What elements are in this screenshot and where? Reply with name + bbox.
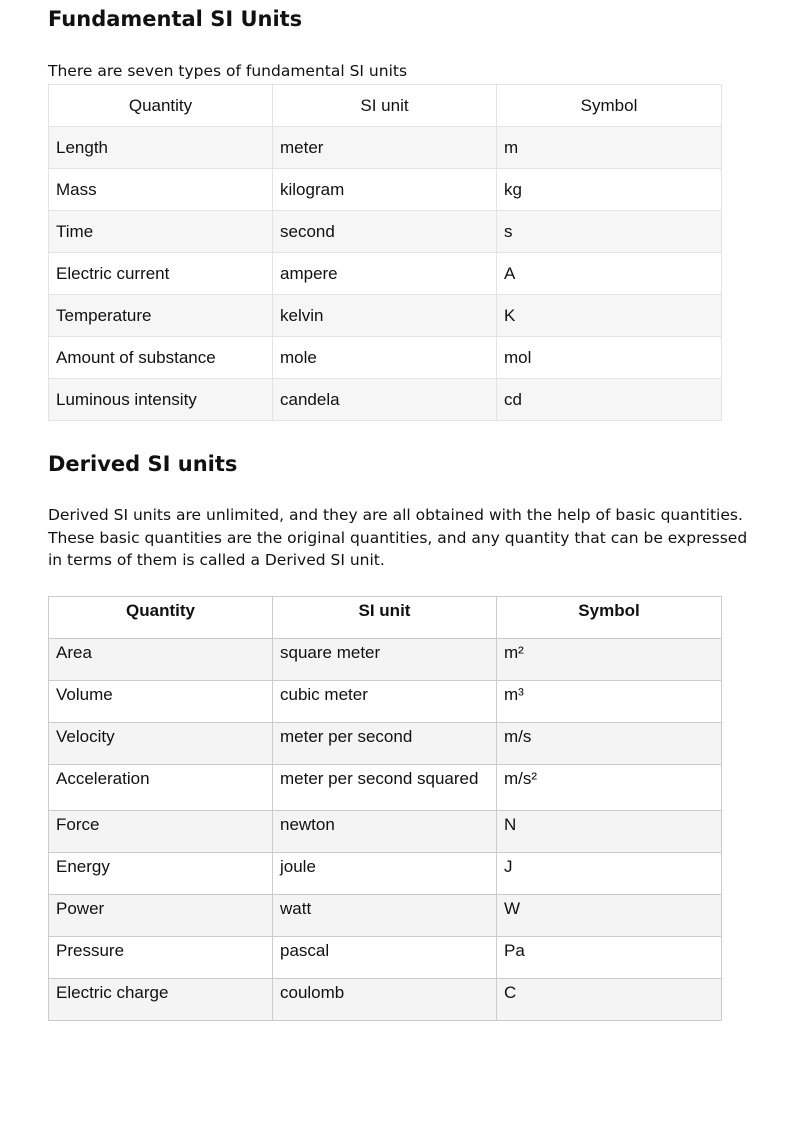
symbol-cell: A	[497, 253, 722, 295]
si-unit-cell: joule	[273, 853, 497, 895]
quantity-cell: Length	[49, 127, 273, 169]
column-header-symbol: Symbol	[497, 597, 722, 639]
derived-units-paragraph: Derived SI units are unlimited, and they are all obtained with the help of basic quantities. These basic quantities are the original quantities, and any quantity that can be expressed in terms of them is called a Derived SI unit.	[48, 506, 748, 569]
fundamental-units-caption: There are seven types of fundamental SI units	[48, 62, 408, 80]
table-row	[49, 937, 722, 979]
table-row	[49, 639, 722, 681]
symbol-cell: N	[497, 811, 722, 853]
si-unit-cell: ampere	[273, 253, 497, 295]
si-unit-cell: meter per second	[273, 723, 497, 765]
quantity-cell: Amount of substance	[49, 337, 273, 379]
si-unit-cell: kilogram	[273, 169, 497, 211]
si-unit-cell: newton	[273, 811, 497, 853]
quantity-cell: Mass	[49, 169, 273, 211]
derived-units-table	[48, 596, 722, 1021]
table-header-row	[49, 597, 722, 639]
si-unit-cell: second	[273, 211, 497, 253]
table-row	[49, 895, 722, 937]
column-header-quantity: Quantity	[49, 85, 273, 127]
column-header-quantity: Quantity	[49, 597, 273, 639]
fundamental-units-table	[48, 84, 722, 421]
fundamental-units-heading: Fundamental SI Units	[48, 7, 303, 31]
table-row	[49, 681, 722, 723]
symbol-cell: mol	[497, 337, 722, 379]
table-row	[49, 723, 722, 765]
si-unit-cell: meter	[273, 127, 497, 169]
table-header-row	[49, 85, 722, 127]
quantity-cell: Time	[49, 211, 273, 253]
table-row	[49, 853, 722, 895]
si-unit-cell: candela	[273, 379, 497, 421]
symbol-cell: m/s	[497, 723, 722, 765]
symbol-cell: Pa	[497, 937, 722, 979]
symbol-cell: cd	[497, 379, 722, 421]
si-unit-cell: pascal	[273, 937, 497, 979]
quantity-cell: Temperature	[49, 295, 273, 337]
column-header-symbol: Symbol	[497, 85, 722, 127]
symbol-cell: kg	[497, 169, 722, 211]
symbol-cell: s	[497, 211, 722, 253]
table-row	[49, 127, 722, 169]
quantity-cell: Velocity	[49, 723, 273, 765]
column-header-si-unit: SI unit	[273, 85, 497, 127]
symbol-cell: W	[497, 895, 722, 937]
symbol-cell: m³	[497, 681, 722, 723]
symbol-cell: m	[497, 127, 722, 169]
quantity-cell: Acceleration	[49, 765, 273, 811]
si-unit-cell: mole	[273, 337, 497, 379]
quantity-cell: Volume	[49, 681, 273, 723]
table-row	[49, 295, 722, 337]
quantity-cell: Pressure	[49, 937, 273, 979]
quantity-cell: Force	[49, 811, 273, 853]
si-unit-cell: watt	[273, 895, 497, 937]
quantity-cell: Energy	[49, 853, 273, 895]
si-unit-cell: coulomb	[273, 979, 497, 1021]
column-header-si-unit: SI unit	[273, 597, 497, 639]
table-row	[49, 169, 722, 211]
symbol-cell: K	[497, 295, 722, 337]
table-row	[49, 337, 722, 379]
derived-units-heading: Derived SI units	[48, 452, 238, 476]
symbol-cell: C	[497, 979, 722, 1021]
symbol-cell: J	[497, 853, 722, 895]
table-row	[49, 765, 722, 811]
si-unit-cell: cubic meter	[273, 681, 497, 723]
table-row	[49, 253, 722, 295]
quantity-cell: Electric current	[49, 253, 273, 295]
quantity-cell: Electric charge	[49, 979, 273, 1021]
table-row	[49, 211, 722, 253]
quantity-cell: Power	[49, 895, 273, 937]
si-unit-cell: square meter	[273, 639, 497, 681]
quantity-cell: Luminous intensity	[49, 379, 273, 421]
symbol-cell: m/s²	[497, 765, 722, 811]
quantity-cell: Area	[49, 639, 273, 681]
si-unit-cell: kelvin	[273, 295, 497, 337]
table-row	[49, 811, 722, 853]
table-row	[49, 379, 722, 421]
table-row	[49, 979, 722, 1021]
si-unit-cell: meter per second squared	[273, 765, 497, 811]
symbol-cell: m²	[497, 639, 722, 681]
